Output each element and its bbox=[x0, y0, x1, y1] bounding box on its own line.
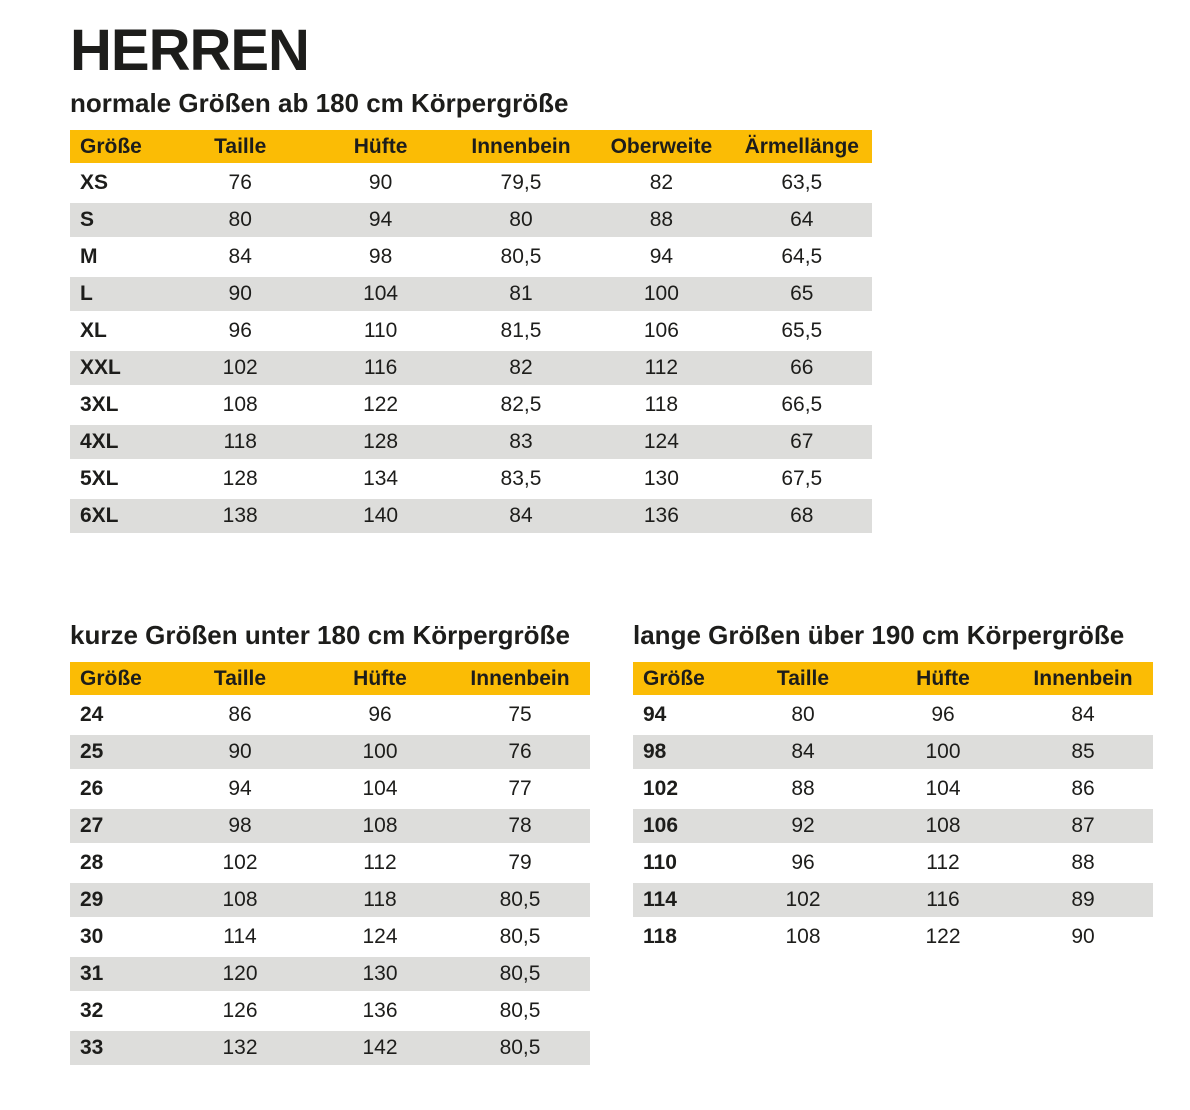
value-cell: 98 bbox=[170, 809, 310, 843]
value-cell: 96 bbox=[873, 698, 1013, 732]
column-header: Innenbein bbox=[451, 130, 591, 163]
value-cell: 83 bbox=[451, 425, 591, 459]
value-cell: 86 bbox=[1013, 772, 1153, 806]
value-cell: 112 bbox=[873, 846, 1013, 880]
column-header: Hüfte bbox=[310, 130, 450, 163]
value-cell: 65 bbox=[732, 277, 872, 311]
table-row bbox=[633, 920, 1153, 954]
table-row bbox=[70, 957, 590, 991]
column-header: Oberweite bbox=[591, 130, 731, 163]
value-cell: 65,5 bbox=[732, 314, 872, 348]
value-cell: 108 bbox=[310, 809, 450, 843]
value-cell: 76 bbox=[170, 166, 310, 200]
value-cell: 64 bbox=[732, 203, 872, 237]
size-cell: 27 bbox=[70, 809, 170, 843]
value-cell: 100 bbox=[873, 735, 1013, 769]
value-cell: 80 bbox=[451, 203, 591, 237]
value-cell: 82 bbox=[451, 351, 591, 385]
table-row bbox=[70, 351, 872, 385]
value-cell: 102 bbox=[733, 883, 873, 917]
size-table-normal bbox=[70, 127, 872, 536]
value-cell: 96 bbox=[733, 846, 873, 880]
column-header: Taille bbox=[733, 662, 873, 695]
size-cell: 3XL bbox=[70, 388, 170, 422]
table-row bbox=[633, 698, 1153, 732]
value-cell: 92 bbox=[733, 809, 873, 843]
value-cell: 80,5 bbox=[451, 240, 591, 274]
value-cell: 112 bbox=[591, 351, 731, 385]
value-cell: 96 bbox=[170, 314, 310, 348]
size-cell: 31 bbox=[70, 957, 170, 991]
value-cell: 81,5 bbox=[451, 314, 591, 348]
table-row bbox=[633, 846, 1153, 880]
value-cell: 84 bbox=[733, 735, 873, 769]
value-cell: 136 bbox=[310, 994, 450, 1028]
value-cell: 118 bbox=[591, 388, 731, 422]
table-row bbox=[70, 920, 590, 954]
table-row bbox=[70, 735, 590, 769]
value-cell: 80,5 bbox=[450, 994, 590, 1028]
value-cell: 120 bbox=[170, 957, 310, 991]
value-cell: 85 bbox=[1013, 735, 1153, 769]
table-row bbox=[70, 277, 872, 311]
value-cell: 104 bbox=[310, 277, 450, 311]
size-cell: 32 bbox=[70, 994, 170, 1028]
value-cell: 90 bbox=[170, 735, 310, 769]
size-cell: 4XL bbox=[70, 425, 170, 459]
value-cell: 76 bbox=[450, 735, 590, 769]
value-cell: 114 bbox=[170, 920, 310, 954]
size-cell: XXL bbox=[70, 351, 170, 385]
value-cell: 128 bbox=[170, 462, 310, 496]
value-cell: 64,5 bbox=[732, 240, 872, 274]
value-cell: 82,5 bbox=[451, 388, 591, 422]
column-header: Taille bbox=[170, 130, 310, 163]
value-cell: 83,5 bbox=[451, 462, 591, 496]
value-cell: 66,5 bbox=[732, 388, 872, 422]
size-cell: 6XL bbox=[70, 499, 170, 533]
long-sizes-heading: lange Größen über 190 cm Körpergröße bbox=[633, 620, 1125, 650]
value-cell: 134 bbox=[310, 462, 450, 496]
long-sizes-section bbox=[633, 620, 1153, 957]
value-cell: 106 bbox=[591, 314, 731, 348]
value-cell: 90 bbox=[170, 277, 310, 311]
size-cell: 102 bbox=[633, 772, 733, 806]
size-cell: 5XL bbox=[70, 462, 170, 496]
size-cell: 98 bbox=[633, 735, 733, 769]
value-cell: 108 bbox=[170, 388, 310, 422]
table-row bbox=[70, 240, 872, 274]
table-row bbox=[633, 735, 1153, 769]
value-cell: 94 bbox=[591, 240, 731, 274]
value-cell: 80 bbox=[733, 698, 873, 732]
column-header: Größe bbox=[633, 662, 733, 695]
value-cell: 79,5 bbox=[451, 166, 591, 200]
value-cell: 122 bbox=[310, 388, 450, 422]
value-cell: 102 bbox=[170, 351, 310, 385]
value-cell: 98 bbox=[310, 240, 450, 274]
value-cell: 112 bbox=[310, 846, 450, 880]
size-cell: 106 bbox=[633, 809, 733, 843]
value-cell: 90 bbox=[310, 166, 450, 200]
column-header: Innenbein bbox=[1013, 662, 1153, 695]
table-row bbox=[70, 772, 590, 806]
value-cell: 108 bbox=[733, 920, 873, 954]
value-cell: 86 bbox=[170, 698, 310, 732]
table-row bbox=[70, 994, 590, 1028]
size-cell: 26 bbox=[70, 772, 170, 806]
header-row bbox=[70, 662, 590, 695]
value-cell: 142 bbox=[310, 1031, 450, 1065]
size-cell: 28 bbox=[70, 846, 170, 880]
size-cell: 114 bbox=[633, 883, 733, 917]
value-cell: 67,5 bbox=[732, 462, 872, 496]
value-cell: 80,5 bbox=[450, 957, 590, 991]
value-cell: 80,5 bbox=[450, 883, 590, 917]
table-row bbox=[70, 462, 872, 496]
size-cell: S bbox=[70, 203, 170, 237]
value-cell: 104 bbox=[310, 772, 450, 806]
column-header: Taille bbox=[170, 662, 310, 695]
value-cell: 82 bbox=[591, 166, 731, 200]
table-row bbox=[70, 698, 590, 732]
value-cell: 116 bbox=[310, 351, 450, 385]
size-table-short bbox=[70, 659, 590, 1068]
value-cell: 136 bbox=[591, 499, 731, 533]
value-cell: 88 bbox=[733, 772, 873, 806]
short-sizes-section bbox=[70, 620, 590, 1068]
size-cell: 29 bbox=[70, 883, 170, 917]
table-row bbox=[633, 772, 1153, 806]
value-cell: 102 bbox=[170, 846, 310, 880]
size-cell: 118 bbox=[633, 920, 733, 954]
value-cell: 94 bbox=[310, 203, 450, 237]
normal-sizes-subtitle: normale Größen ab 180 cm Körpergröße bbox=[70, 88, 569, 118]
table-row bbox=[70, 388, 872, 422]
size-cell: M bbox=[70, 240, 170, 274]
value-cell: 68 bbox=[732, 499, 872, 533]
table-row bbox=[70, 1031, 590, 1065]
table-row bbox=[70, 425, 872, 459]
header-row bbox=[633, 662, 1153, 695]
value-cell: 89 bbox=[1013, 883, 1153, 917]
column-header: Innenbein bbox=[450, 662, 590, 695]
value-cell: 84 bbox=[451, 499, 591, 533]
table-row bbox=[70, 166, 872, 200]
value-cell: 140 bbox=[310, 499, 450, 533]
value-cell: 108 bbox=[873, 809, 1013, 843]
value-cell: 63,5 bbox=[732, 166, 872, 200]
value-cell: 94 bbox=[170, 772, 310, 806]
column-header: Größe bbox=[70, 130, 170, 163]
table-row bbox=[633, 883, 1153, 917]
size-cell: 33 bbox=[70, 1031, 170, 1065]
column-header: Ärmellänge bbox=[732, 130, 872, 163]
value-cell: 66 bbox=[732, 351, 872, 385]
value-cell: 77 bbox=[450, 772, 590, 806]
table-row bbox=[70, 809, 590, 843]
value-cell: 118 bbox=[170, 425, 310, 459]
value-cell: 116 bbox=[873, 883, 1013, 917]
size-cell: 110 bbox=[633, 846, 733, 880]
value-cell: 130 bbox=[310, 957, 450, 991]
value-cell: 100 bbox=[310, 735, 450, 769]
size-table-long bbox=[633, 659, 1153, 957]
value-cell: 78 bbox=[450, 809, 590, 843]
size-cell: XL bbox=[70, 314, 170, 348]
value-cell: 130 bbox=[591, 462, 731, 496]
size-cell: 24 bbox=[70, 698, 170, 732]
value-cell: 84 bbox=[170, 240, 310, 274]
column-header: Hüfte bbox=[310, 662, 450, 695]
table-row bbox=[70, 203, 872, 237]
table-row bbox=[70, 314, 872, 348]
column-header: Größe bbox=[70, 662, 170, 695]
table-row bbox=[70, 883, 590, 917]
value-cell: 80,5 bbox=[450, 920, 590, 954]
value-cell: 84 bbox=[1013, 698, 1153, 732]
value-cell: 67 bbox=[732, 425, 872, 459]
value-cell: 110 bbox=[310, 314, 450, 348]
value-cell: 126 bbox=[170, 994, 310, 1028]
value-cell: 80,5 bbox=[450, 1031, 590, 1065]
value-cell: 79 bbox=[450, 846, 590, 880]
value-cell: 75 bbox=[450, 698, 590, 732]
size-cell: 25 bbox=[70, 735, 170, 769]
size-cell: XS bbox=[70, 166, 170, 200]
value-cell: 124 bbox=[310, 920, 450, 954]
table-row bbox=[70, 499, 872, 533]
value-cell: 96 bbox=[310, 698, 450, 732]
bottom-sections bbox=[70, 620, 1190, 1068]
value-cell: 100 bbox=[591, 277, 731, 311]
value-cell: 87 bbox=[1013, 809, 1153, 843]
value-cell: 138 bbox=[170, 499, 310, 533]
short-sizes-heading: kurze Größen unter 180 cm Körpergröße bbox=[70, 620, 570, 650]
value-cell: 88 bbox=[1013, 846, 1153, 880]
value-cell: 104 bbox=[873, 772, 1013, 806]
value-cell: 124 bbox=[591, 425, 731, 459]
value-cell: 118 bbox=[310, 883, 450, 917]
value-cell: 122 bbox=[873, 920, 1013, 954]
value-cell: 88 bbox=[591, 203, 731, 237]
table-row bbox=[70, 846, 590, 880]
page-title: HERREN bbox=[70, 18, 309, 83]
value-cell: 80 bbox=[170, 203, 310, 237]
header-row bbox=[70, 130, 872, 163]
table-row bbox=[633, 809, 1153, 843]
value-cell: 108 bbox=[170, 883, 310, 917]
size-cell: 94 bbox=[633, 698, 733, 732]
value-cell: 81 bbox=[451, 277, 591, 311]
value-cell: 128 bbox=[310, 425, 450, 459]
value-cell: 132 bbox=[170, 1031, 310, 1065]
value-cell: 90 bbox=[1013, 920, 1153, 954]
size-cell: L bbox=[70, 277, 170, 311]
column-header: Hüfte bbox=[873, 662, 1013, 695]
size-cell: 30 bbox=[70, 920, 170, 954]
